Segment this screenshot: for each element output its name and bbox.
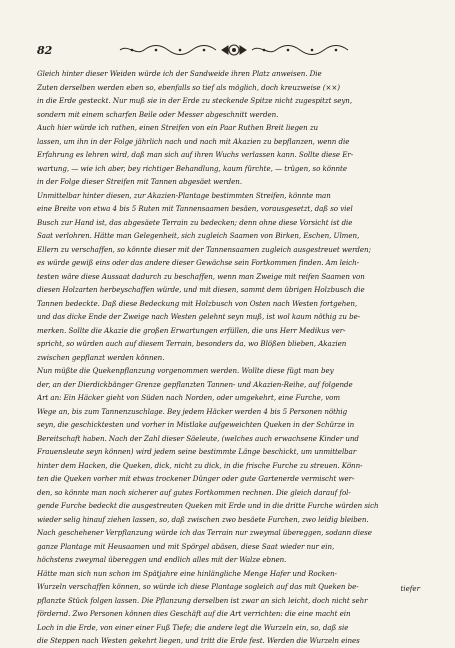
text-line: seyn, die geschicktesten und vorher in Mistlake aufgeweichten Queken in der Schürze in: [37, 420, 355, 429]
text-line: pflanzte Stück folgen lassen. Die Pflanzung derselben ist zwar an sich leicht, doch nicht sehr: [37, 595, 368, 605]
text-line: Wurzeln verschaffen können, so würde ich diese Plantage sogleich auf das mit Queken be-: [37, 582, 359, 591]
text-line: fördernd. Zwo Personen können dies Geschäft auf die Art verrichten: die eine macht ein: [37, 609, 351, 618]
text-line: der, an der Dierdickbänger Grenze gepflanzten Tannen- und Akazien-Reihe, auf folgende: [37, 379, 353, 389]
text-line: Erfahrung es lehren wird, daß man sich auf ihren Wuchs verlassen kann. Sollte diese Er-: [37, 150, 354, 159]
text-line: Hätte man sich nun schon im Spätjahre eine hinlängliche Menge Hafer und Rocken-: [37, 568, 337, 578]
text-line: sondern mit einem scharfen Beile oder Messer abgeschnitt werden.: [37, 109, 279, 119]
text-line: testen wäre diese Aussaat dadurch zu beschaffen, wenn man Zweige mit reifen Saamen von: [37, 271, 365, 281]
text-line: die Steppen nach Westen gekehrt liegen, und tritt die Erde fest. Werden die Wurzeln eines: [37, 636, 360, 645]
page-number: 82: [37, 44, 53, 57]
text-line: lassen, um ihn in der Folge jährlich nach und nach mit Akazien zu bepflanzen, wenn die: [37, 136, 350, 146]
text-line: merken. Sollte die Akazie die großen Erwartungen erfüllen, die uns Herr Medikus ver-: [37, 325, 346, 335]
text-line: in der Folge dieser Streifen mit Tannen abgesäet werden.: [37, 177, 243, 186]
paragraph: [37, 364, 435, 567]
text-line: den, so könnte man noch sicherer auf gutes Fortkommen rechnen. Die gleich darauf fol-: [37, 487, 351, 497]
text-line: diesen Holzarten herbeyschaffen würde, und mit diesen, sammt dem übrigen Holzbusch die: [37, 285, 365, 294]
text-line: Saat verlohren. Hätte man Gelegenheit, sich zugleich Saamen von Birken, Eschen, Ulmen,: [37, 231, 360, 240]
text-line: Art an: Ein Häcker gieht von Süden nach Norden, oder umgekehrt, eine Furche, vom: [37, 393, 341, 402]
text-line: zwischen gepflanzt werden können.: [37, 352, 165, 362]
text-line: Frauensleute seyn können) wird jedem seine bestimmte Länge beschickt, um unmittelbar: [37, 447, 357, 456]
text-line: wartung, — wie ich aber, bey richtiger Behandlung, kaum fürchte, — trügen, so könnte: [37, 163, 347, 173]
text-line: Bereitschaft haben. Nach der Zahl dieser Säeleute, (welches auch erwachsene Kinder und: [37, 433, 359, 443]
text-line: Ellern zu verschaffen, so könnte dieser mit der Tannensaamen zugleich ausgestreuet werden;: [37, 244, 371, 254]
text-line: es würde gewiß eins oder das andere dieser Gewächse sein Fortkommen finden. Am leich-: [37, 258, 359, 267]
paragraph: [37, 567, 435, 648]
text-line: Wege an, bis zum Tannenzuschlage. Bey jedem Häcker werden 4 bis 5 Personen nöthig: [37, 406, 348, 416]
text-line: eine Breite von etwa 4 bis 5 Ruten mit Tannensaamen besäen, vorausgesetzt, daß so viel: [37, 204, 353, 213]
text-line: Nun müßte die Quekenpflanzung vorgenommen werden. Wollte diese fügt man bey: [37, 366, 334, 375]
paragraph: [37, 67, 435, 121]
text-line: Loch in die Erde, von einer einer Fuß Tiefe; die andere legt die Wurzeln ein, so, daß sie: [37, 622, 349, 632]
text-line: und das dicke Ende der Zweige nach Westen gelehnt seyn muß, ist wol kaum nöthig zu be-: [37, 312, 361, 321]
paragraph: [37, 189, 435, 365]
text-line: ganze Plantage mit Heusaamen und mit Spörgel abäsen, diese Saat wieder nur ein,: [37, 541, 335, 551]
catchword: tiefer: [400, 584, 420, 593]
text-line: spricht, so würden auch auf diesem Terrain, besonders da, wo Blößen blieben, Akazien: [37, 339, 347, 348]
text-line: Unmittelbar hinter diesen, zur Akazien-Plantage bestimmten Streifen, könnte man: [37, 190, 331, 200]
text-line: Auch hier würde ich rathen, einen Streifen von ein Paar Ruthen Breit liegen zu: [37, 123, 319, 132]
text-line: Gleich hinter dieser Weiden würde ich der Sandweide ihren Platz anweisen. Die: [37, 69, 322, 78]
paragraph: [37, 121, 435, 189]
printers-ornament-band: [118, 43, 350, 57]
text-line: Nach geschehener Verpflanzung würde ich das Terrain nur zweymal übereggen, sodann diese: [37, 528, 372, 537]
text-line: höchstens zweymal übereggen und endlich alles mit der Walze ebnen.: [37, 555, 287, 564]
text-line: wieder selig hinauf ziehen lassen, so, daß zwischen zwo besäete Furchen, zwo leidig bleiben.: [37, 514, 369, 524]
text-line: ten die Queken vorher mit etwas trockener Dünger oder gute Gartenerde vermischt wer-: [37, 474, 355, 483]
text-line: in die Erde gesteckt. Nur muß sie in der Erde zu steckende Spitze nicht zugespitzt seyn,: [37, 96, 353, 105]
text-line: Busch zur Hand ist, das abgesäete Terrain zu bedecken; denn ohne diese Vorsicht ist die: [37, 217, 353, 227]
text-line: hinter dem Hacken, die Queken, dick, nicht zu dick, in die frische Furche zu streuen. Könn-: [37, 460, 363, 470]
body-text: [37, 67, 435, 648]
text-line: Tannen bedeckte. Daß diese Bedeckung mit Holzbusch von Osten nach Westen fortgehen,: [37, 298, 358, 308]
text-line: gende Furche bedeckt die ausgestreuten Queken mit Erde und in die dritte Furche würden sich: [37, 501, 379, 510]
text-line: Zuten derselben werden eben so, ebenfalls so tief als möglich, doch kreuzweise (××): [37, 82, 340, 92]
